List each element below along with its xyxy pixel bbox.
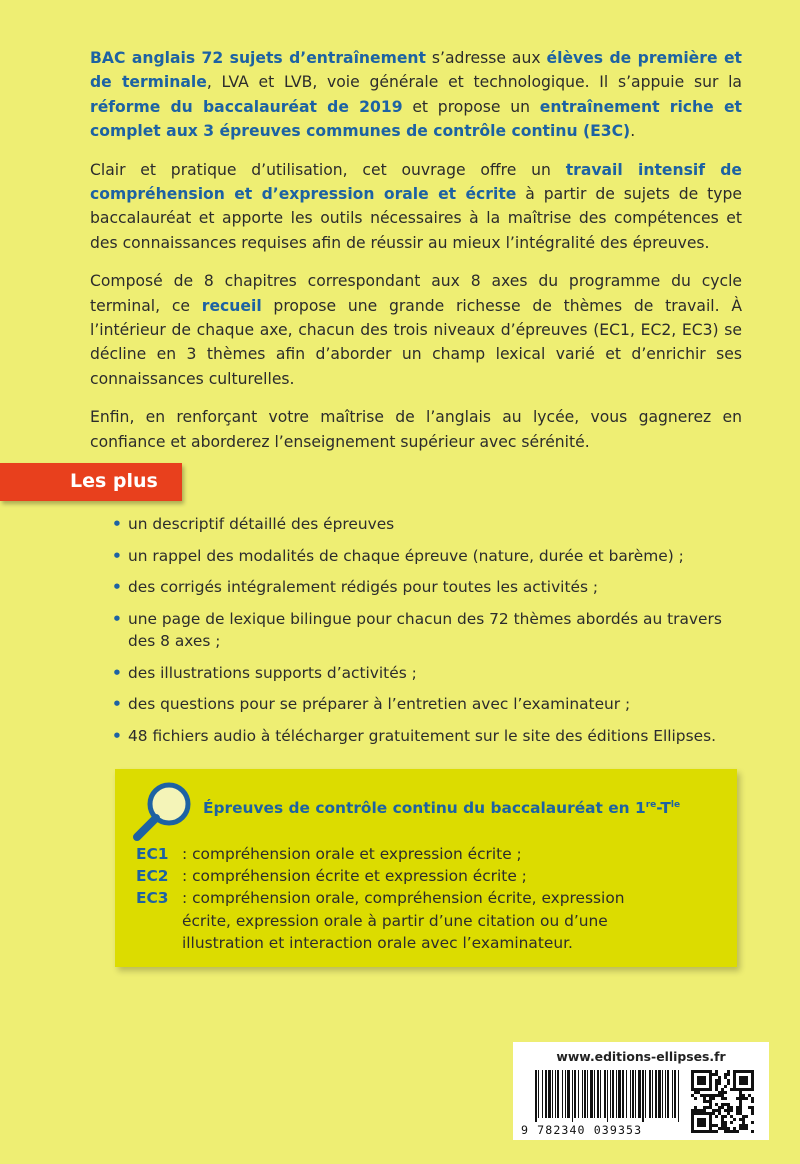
ec1-code: EC1	[136, 845, 169, 863]
body-text: s’adresse aux	[425, 49, 547, 67]
ec1-text: : compréhension orale et expression écrite ;	[182, 845, 522, 863]
body-text: .	[630, 122, 636, 141]
highlight-text: élèves de première et de terminale	[90, 49, 742, 92]
highlight-text: réforme du baccalauréat de 2019	[90, 97, 403, 116]
list-item: • des questions pour se préparer à l’entretien avec l’examinateur ;	[110, 693, 750, 716]
body-text: propose une grande richesse de thèmes de travail. À l’intérieur de chaque axe, chacun des trois niveaux d’épreuves (EC1, EC2, EC3) se décline en 3 thèmes afin d’aborder un champ lexical varié et d’enrichir ses connaissances culturelles.	[90, 296, 742, 388]
list-item: • une page de lexique bilingue pour chacun des 72 thèmes abordés au travers des 8 axes ;	[110, 608, 750, 653]
list-item: • un descriptif détaillé des épreuves	[110, 513, 750, 536]
highlight-text: BAC anglais 72 sujets d’entraînement	[90, 49, 426, 67]
ec2-text: : compréhension écrite et expression écrite ;	[182, 867, 527, 885]
les-plus-list	[110, 513, 750, 756]
intro-paragraph-4	[90, 405, 742, 454]
epreuves-title: Épreuves de contrôle continu du baccalauréat en $1re-T^{le}$	[203, 799, 681, 817]
list-item: • 48 fichiers audio à télécharger gratuitement sur le site des éditions Ellipses.	[110, 725, 750, 748]
highlight-text: travail intensif de compréhension et d’expression orale et écrite	[90, 160, 742, 204]
intro-paragraph-1	[90, 46, 742, 144]
intro-paragraph-2	[90, 158, 742, 256]
isbn-digits: 9 782340 039353	[521, 1123, 643, 1137]
ec3-row	[136, 887, 652, 955]
list-item: • des corrigés intégralement rédigés pour toutes les activités ;	[110, 576, 750, 599]
body-text: Clair et pratique d’utilisation, cet ouvrage offre un	[90, 160, 566, 179]
publisher-url: www.editions-ellipses.fr	[556, 1049, 726, 1064]
list-item: • des illustrations supports d’activités ;	[110, 662, 750, 685]
ec2-row	[136, 865, 702, 888]
intro-text	[90, 46, 742, 468]
barcode-area	[513, 1042, 769, 1140]
ec1-row	[136, 843, 702, 866]
body-text: à partir de sujets de type baccalauréat et apporte les outils nécessaires à la maîtrise des compétences et des connaissances requises afin de réussir au mieux l’intégralité des épreuves.	[90, 185, 742, 252]
ec2-code: EC2	[136, 867, 169, 885]
qr-code-icon	[689, 1070, 759, 1134]
les-plus-title: Les plus	[70, 470, 158, 492]
magnifier-icon	[129, 779, 195, 845]
body-text: , LVA et LVB, voie générale et technologique. Il s’appuie sur la	[206, 73, 742, 92]
body-text: Enfin, en renforçant votre maîtrise de l’anglais au lycée, vous gagnerez en confiance et aborderez l’enseignement supérieur avec sérénité.	[90, 408, 742, 451]
list-item: • un rappel des modalités de chaque épreuve (nature, durée et barème) ;	[110, 545, 750, 568]
ec3-code: EC3	[136, 889, 169, 907]
body-text: et propose un	[402, 97, 540, 116]
highlight-text: recueil	[201, 296, 262, 315]
les-plus-tag	[0, 463, 182, 501]
intro-paragraph-3	[90, 269, 742, 391]
body-text: Composé de 8 chapitres correspondant aux 8 axes du programme du cycle terminal, ce	[90, 272, 742, 315]
ec3-text: : compréhension orale, compréhension écrite, expression écrite, expression orale à partir d’une citation ou d’une illustration et interaction orale avec l’examinateur.	[182, 889, 625, 953]
highlight-text: entraînement riche et complet aux 3 épreuves communes de contrôle continu (E3C)	[90, 97, 742, 141]
barcode-icon	[533, 1070, 683, 1122]
epreuves-box	[115, 769, 737, 967]
